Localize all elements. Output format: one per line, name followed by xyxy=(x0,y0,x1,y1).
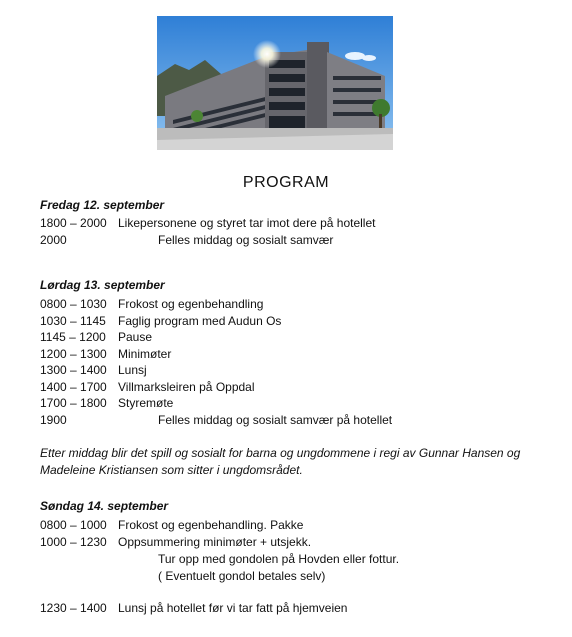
schedule-row xyxy=(40,314,282,328)
schedule-row xyxy=(40,535,312,549)
schedule-activity: Faglig program med Audun Os xyxy=(118,314,282,328)
schedule-time: 1030 – 1145 xyxy=(40,314,106,328)
day-heading-sunday: Søndag 14. september xyxy=(40,499,169,513)
schedule-time: 1145 – 1200 xyxy=(40,330,106,344)
schedule-activity: Felles middag og sosialt samvær xyxy=(158,233,334,247)
schedule-row xyxy=(40,380,255,394)
schedule-activity: Lunsj på hotellet før vi tar fatt på hjemveien xyxy=(118,601,348,615)
page-title: PROGRAM xyxy=(242,174,330,191)
schedule-activity: Likepersonene og styret tar imot dere på hotellet xyxy=(118,216,376,230)
schedule-time: 1300 – 1400 xyxy=(40,363,107,377)
hotel-building-image xyxy=(157,16,393,150)
schedule-continuation: ( Eventuelt gondol betales selv) xyxy=(158,569,326,583)
schedule-time: 0800 – 1000 xyxy=(40,518,107,532)
schedule-activity: Felles middag og sosialt samvær på hotellet xyxy=(158,413,393,427)
schedule-row xyxy=(40,330,153,344)
schedule-activity: Villmarksleiren på Oppdal xyxy=(118,380,255,394)
schedule-activity: Styremøte xyxy=(118,396,174,410)
schedule-row xyxy=(40,518,304,532)
schedule-time: 2000 xyxy=(40,233,67,247)
hotel-photo xyxy=(157,16,393,150)
schedule-time: 1200 – 1300 xyxy=(40,347,107,361)
schedule-row xyxy=(40,347,172,361)
schedule-row xyxy=(40,601,348,615)
schedule-activity: Oppsummering minimøter + utsjekk. xyxy=(118,535,312,549)
day-heading-friday: Fredag 12. september xyxy=(40,198,165,212)
schedule-time: 1900 xyxy=(40,413,67,427)
schedule-row xyxy=(40,413,393,427)
saturday-evening-note: Etter middag blir det spill og sosialt for barna og ungdommene i regi av Gunnar Hansen og Madeleine Kristiansen som sitter i ungdomsrådet. xyxy=(40,446,521,477)
schedule-time: 1700 – 1800 xyxy=(40,396,107,410)
schedule-row xyxy=(40,396,174,410)
schedule-row xyxy=(40,363,147,377)
schedule-time: 1800 – 2000 xyxy=(40,216,107,230)
schedule-activity: Minimøter xyxy=(118,347,172,361)
schedule-activity: Lunsj xyxy=(118,363,147,377)
schedule-activity: Pause xyxy=(118,330,153,344)
schedule-time: 1230 – 1400 xyxy=(40,601,107,615)
schedule-row xyxy=(40,297,264,311)
schedule-row xyxy=(40,233,334,247)
day-heading-saturday: Lørdag 13. september xyxy=(40,278,165,292)
schedule-continuation: Tur opp med gondolen på Hovden eller fottur. xyxy=(158,552,400,566)
schedule-time: 0800 – 1030 xyxy=(40,297,107,311)
schedule-row xyxy=(40,216,376,230)
schedule-time: 1400 – 1700 xyxy=(40,380,107,394)
schedule-time: 1000 – 1230 xyxy=(40,535,107,549)
schedule-activity: Frokost og egenbehandling. Pakke xyxy=(118,518,304,532)
schedule-activity: Frokost og egenbehandling xyxy=(118,297,264,311)
